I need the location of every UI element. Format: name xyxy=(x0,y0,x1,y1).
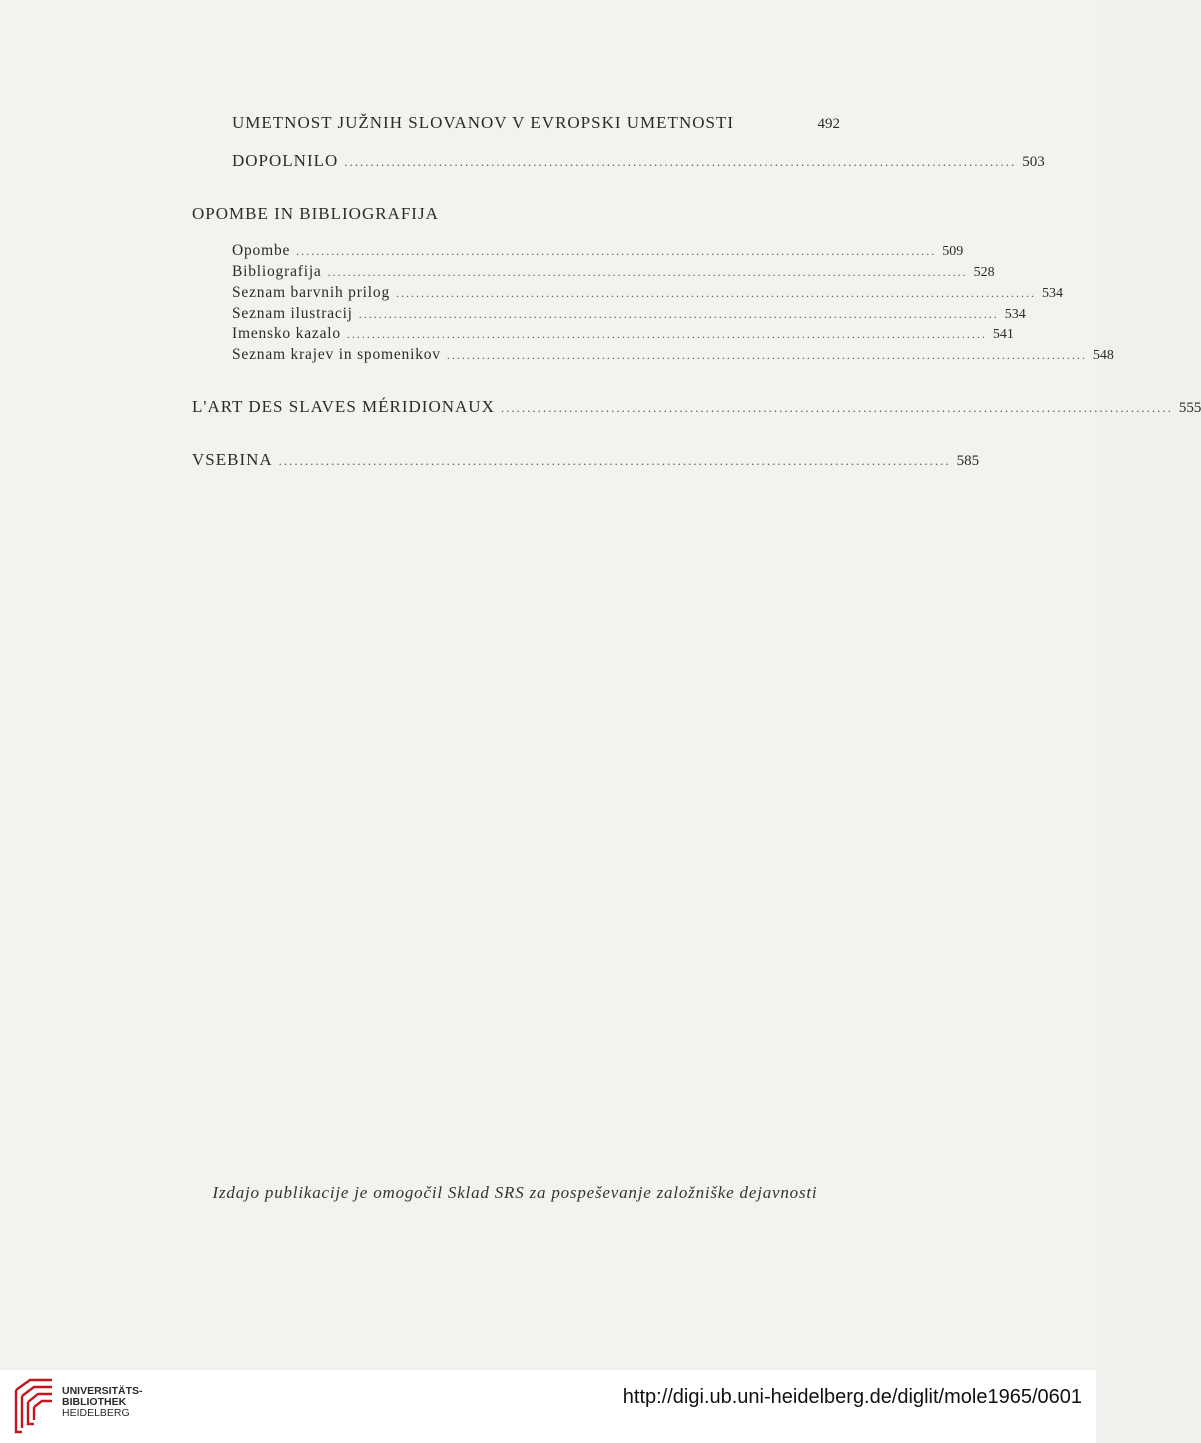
toc-leader: ................................................................................................................................ xyxy=(446,348,1087,362)
toc-entry-label: Opombe xyxy=(232,242,291,259)
toc-page-number: 492 xyxy=(817,116,840,132)
footer-bar xyxy=(0,1370,1096,1443)
publication-credit: Izdajo publikacije je omogočil Sklad SRS za pospeševanje založniške dejavnosti xyxy=(212,1183,818,1202)
logo-line-1: UNIVERSITÄTS- xyxy=(62,1385,143,1397)
source-url-link[interactable]: http://digi.ub.uni-heidelberg.de/diglit/mole1965/0601 xyxy=(622,1386,1082,1408)
toc-leader: ................................................................................................................................ xyxy=(296,244,937,258)
toc-leader: ................................................................................................................................ xyxy=(278,453,951,468)
toc-entry-label: Seznam barvnih prilog xyxy=(232,284,390,301)
toc-leader: ................................................................................................................................ xyxy=(346,327,987,341)
toc-subentry xyxy=(232,242,964,260)
toc-entry-label: Seznam ilustracij xyxy=(232,305,353,322)
toc-page-number: 585 xyxy=(956,453,980,469)
toc-subentry xyxy=(232,284,1063,302)
toc-leader: ................................................................................................................................ xyxy=(500,400,1173,415)
toc-leader: ................................................................................................................................ xyxy=(327,265,968,279)
toc-entry-label: VSEBINA xyxy=(192,450,273,469)
toc-subentry xyxy=(232,325,1014,343)
toc-page-number: 548 xyxy=(1092,348,1114,363)
toc-entry-lart xyxy=(192,397,1201,417)
toc-leader: ................................................................................................................................ xyxy=(344,154,1017,169)
logo-line-2: BIBLIOTHEK xyxy=(62,1396,127,1408)
toc-page-number: 534 xyxy=(1004,307,1026,322)
logo-line-3: HEIDELBERG xyxy=(62,1407,130,1419)
toc-entry-label: L'ART DES SLAVES MÉRIDIONAUX xyxy=(192,397,495,416)
toc-subentry xyxy=(232,305,1026,323)
toc-leader: ................................................................................................................................ xyxy=(358,307,999,321)
toc-entry-label: UMETNOST JUŽNIH SLOVANOV V EVROPSKI UMETNOSTI xyxy=(232,113,734,132)
toc-page-number: 509 xyxy=(942,244,964,259)
toc-subentry xyxy=(232,346,1114,364)
toc-subentry xyxy=(232,263,995,281)
toc-page-number: 534 xyxy=(1042,286,1063,301)
toc-entry-dopolnilo xyxy=(232,151,1045,171)
toc-page-number: 541 xyxy=(992,327,1014,342)
toc-page-number: 503 xyxy=(1022,154,1045,170)
toc-page-number: 555 xyxy=(1178,400,1201,416)
library-logo-text xyxy=(62,1386,143,1419)
toc-entry-label: DOPOLNILO xyxy=(232,151,339,170)
toc-entry-label: Imensko kazalo xyxy=(232,325,341,342)
toc-page-number: 528 xyxy=(973,265,995,280)
toc-entry-label: Seznam krajev in spomenikov xyxy=(232,346,441,363)
toc-entry-vsebina xyxy=(192,450,980,470)
library-logo-icon xyxy=(12,1376,56,1438)
toc-entry-umetnost xyxy=(232,113,840,133)
toc-entry-label: Bibliografija xyxy=(232,263,322,280)
toc-section-heading: OPOMBE IN BIBLIOGRAFIJA xyxy=(192,204,439,223)
toc-leader: ................................................................................................................................ xyxy=(396,286,1036,300)
